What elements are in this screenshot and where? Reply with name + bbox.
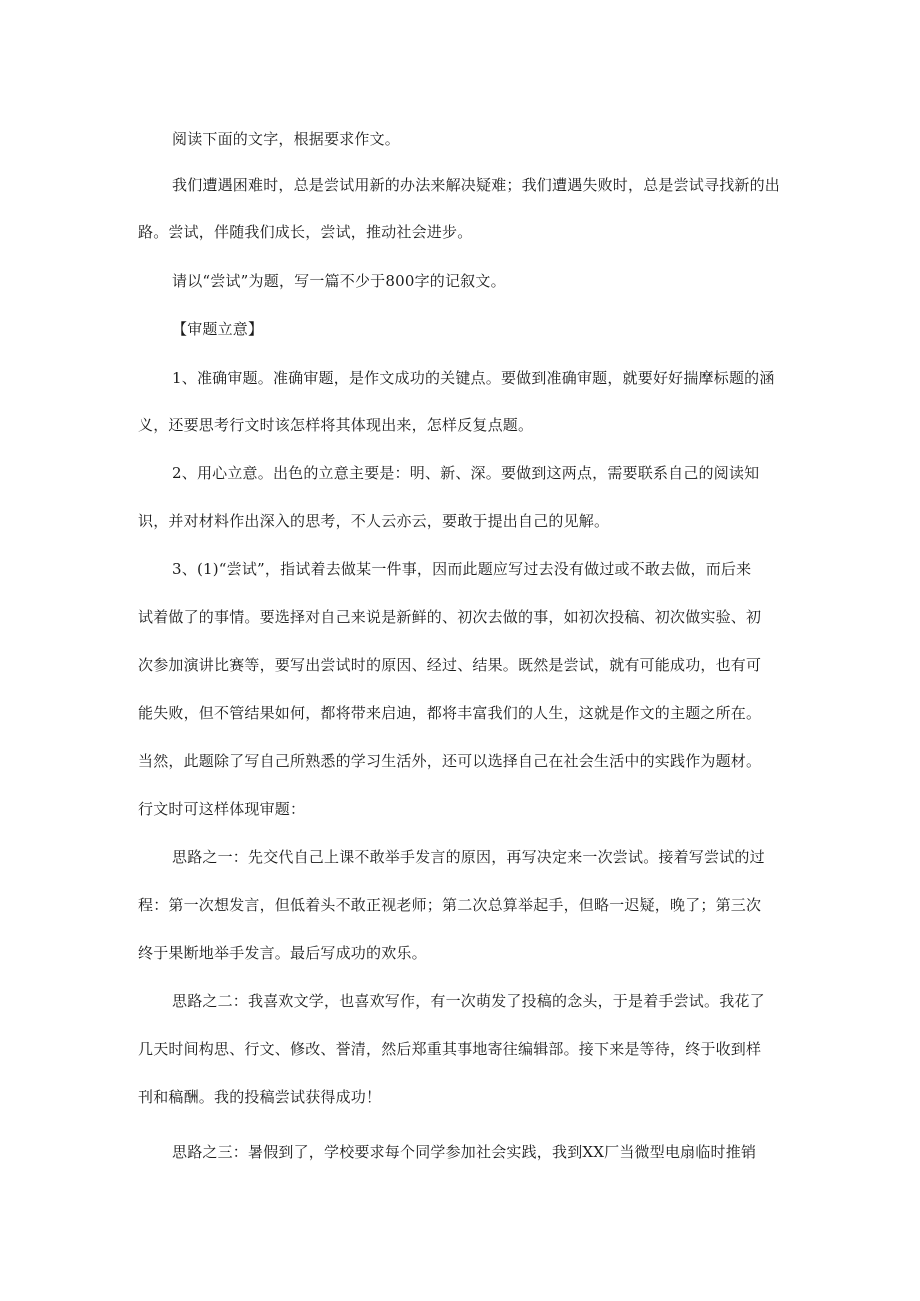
text-line-20: 几天时间构思、行文、修改、誉清，然后郑重其事地寄往编辑部。接下来是等待，终于收到样: [138, 1040, 762, 1058]
text-line-21: 刊和稿酬。我的投稿尝试获得成功！: [138, 1088, 382, 1106]
text-line-4: 请以“尝试”为题，写一篇不少于800字的记叙文。: [172, 272, 506, 290]
text-line-7: 义，还要思考行文时该怎样将其体现出来，怎样反复点题。: [138, 416, 534, 434]
text-line-2: 我们遭遇困难时，总是尝试用新的办法来解决疑难；我们遭遇失败时，总是尝试寻找新的出: [172, 176, 781, 194]
text-line-3: 路。尝试，伴随我们成长，尝试，推动社会进步。: [138, 223, 473, 241]
text-line-1: 阅读下面的文字，根据要求作文。: [172, 130, 401, 148]
text-line-8: 2、用心立意。出色的立意主要是：明、新、深。要做到这两点，需要联系自己的阅读知: [172, 464, 760, 482]
text-line-16: 思路之一：先交代自己上课不敢举手发言的原因，再写决定来一次尝试。接着写尝试的过: [172, 848, 765, 866]
text-line-10: 3、(1)“尝试”，指试着去做某一件事，因而此题应写过去没有做过或不敢去做，而后来: [172, 560, 752, 578]
text-line-22: 思路之三：暑假到了，学校要求每个同学参加社会实践，我到XX厂当微型电扇临时推销: [172, 1143, 757, 1161]
text-line-14: 当然，此题除了写自己所熟悉的学习生活外，还可以选择自己在社会生活中的实践作为题材。: [138, 752, 762, 770]
text-line-13: 能失败，但不管结果如何，都将带来启迪，都将丰富我们的人生，这就是作文的主题之所在。: [138, 704, 762, 722]
text-line-19: 思路之二：我喜欢文学，也喜欢写作，有一次萌发了投稿的念头，于是着手尝试。我花了: [172, 992, 765, 1010]
text-line-18: 终于果断地举手发言。最后写成功的欢乐。: [138, 944, 427, 962]
text-line-17: 程：第一次想发言，但低着头不敢正视老师；第二次总算举起手，但略一迟疑，晚了；第三次: [138, 896, 762, 914]
text-line-11: 试着做了的事情。要选择对自己来说是新鲜的、初次去做的事，如初次投稿、初次做实验、初: [138, 608, 762, 626]
section-heading: 【审题立意】: [172, 320, 264, 338]
text-line-15: 行文时可这样体现审题：: [138, 800, 306, 818]
text-line-12: 次参加演讲比赛等，要写出尝试时的原因、经过、结果。既然是尝试，就有可能成功，也有可: [138, 656, 762, 674]
text-line-9: 识，并对材料作出深入的思考，不人云亦云，要敢于提出自己的见解。: [138, 512, 610, 530]
text-line-6: 1、准确审题。准确审题，是作文成功的关键点。要做到准确审题，就要好好揣摩标题的涵: [172, 369, 775, 387]
